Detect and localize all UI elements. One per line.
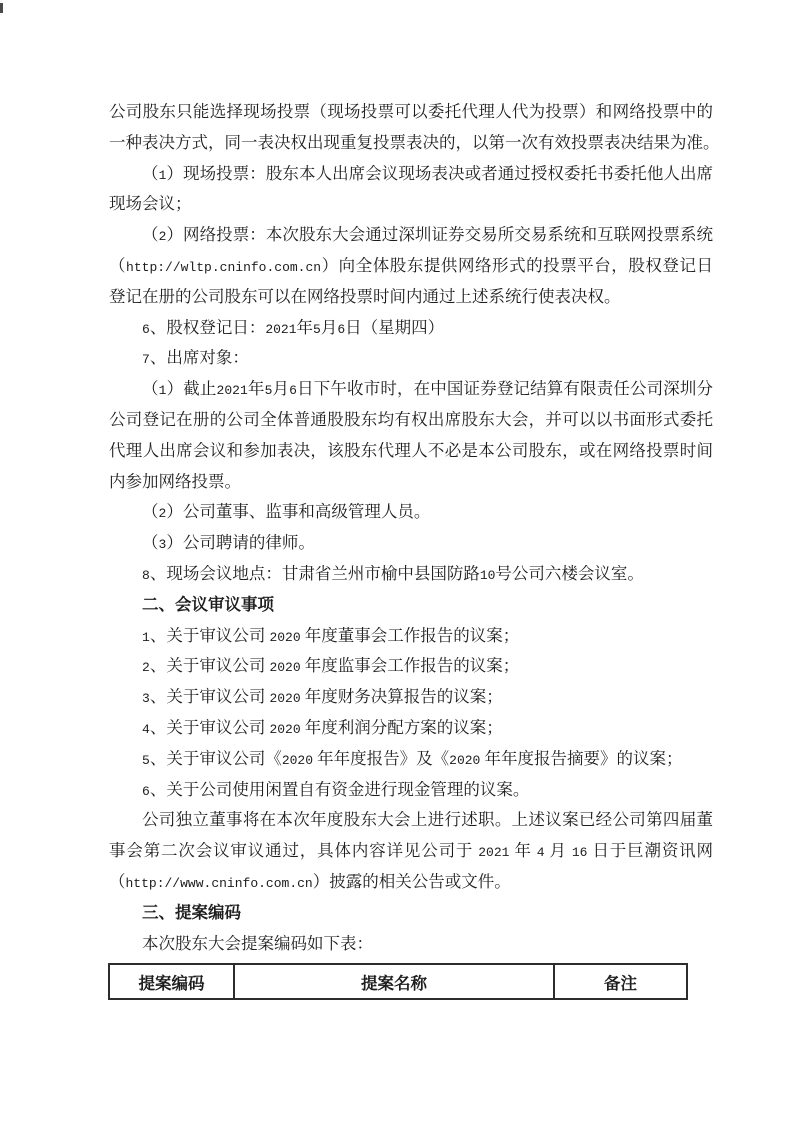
cjk-run: 事会第二次会议审议通过，具体内容详见公司于 bbox=[109, 841, 479, 861]
document-body bbox=[109, 97, 720, 959]
text-line bbox=[109, 128, 720, 159]
text-line bbox=[109, 97, 713, 128]
cjk-run: 三、提案编码 bbox=[142, 903, 241, 922]
latin-run: 1 bbox=[158, 383, 167, 399]
latin-run: 7 bbox=[142, 352, 150, 368]
cjk-run: ）向全体股东提供网络形式的投票平台，股权登记日 bbox=[321, 255, 714, 275]
scan-artifact bbox=[0, 3, 3, 13]
cjk-run: （ bbox=[142, 163, 159, 183]
cjk-run: 、关于审议公司 bbox=[149, 687, 270, 707]
cjk-run: 号公司六楼会议室。 bbox=[495, 563, 644, 583]
cjk-run: 年度董事会工作报告的议案； bbox=[300, 625, 520, 645]
cjk-run: 公司股东只能选择现场投票（现场投票可以委托代理人代为投票）和网络投票中的 bbox=[109, 102, 713, 121]
latin-run: 1 bbox=[158, 167, 167, 183]
latin-run: 2020 bbox=[449, 752, 481, 768]
latin-run: 2020 bbox=[269, 629, 301, 645]
cjk-run: （ bbox=[109, 255, 127, 275]
cjk-run: 年度监事会工作报告的议案； bbox=[300, 656, 520, 676]
latin-run: 8 bbox=[142, 567, 150, 583]
cjk-run: （ bbox=[142, 533, 159, 553]
cjk-run: ）披露的相关公告或文件。 bbox=[312, 871, 511, 891]
cjk-run: 一种表决方式，同一表决权出现重复投票表决的，以第一次有效投票表决结果为准。 bbox=[109, 132, 720, 152]
latin-run: 5 bbox=[142, 752, 150, 768]
text-line bbox=[109, 497, 713, 528]
cjk-run: 年 bbox=[247, 379, 265, 399]
text-line bbox=[109, 374, 713, 405]
cjk-run: ）网络投票：本次股东大会通过深圳证券交易所交易系统和互联网投票系统 bbox=[166, 225, 714, 245]
latin-run: 4 bbox=[142, 721, 150, 737]
section-heading bbox=[109, 898, 713, 929]
text-line bbox=[109, 189, 713, 220]
cjk-run: ）公司董事、监事和高级管理人员。 bbox=[166, 502, 431, 522]
latin-run: 4 bbox=[536, 845, 545, 861]
cjk-run: 月 bbox=[272, 379, 290, 399]
latin-run: 2 bbox=[142, 660, 150, 676]
latin-run: 6 bbox=[142, 783, 150, 799]
cjk-run: 日于巨潮资讯网 bbox=[587, 841, 714, 861]
cjk-run: 公司登记在册的公司全体普通股股东均有权出席股东大会，并可以以书面形式委托 bbox=[109, 409, 713, 429]
text-line bbox=[109, 559, 713, 590]
cjk-run: 年年度报告》及《 bbox=[313, 748, 450, 768]
latin-run: 2 bbox=[158, 229, 167, 245]
cjk-run: 年 bbox=[296, 317, 314, 337]
text-line bbox=[109, 251, 713, 282]
text-line bbox=[109, 282, 713, 313]
section-heading bbox=[109, 590, 713, 621]
text-line bbox=[109, 313, 713, 344]
cjk-run: （ bbox=[142, 379, 159, 399]
latin-run: 2021 bbox=[216, 383, 248, 399]
text-line bbox=[109, 621, 713, 652]
latin-run: 6 bbox=[337, 321, 346, 337]
latin-run: 2020 bbox=[269, 660, 301, 676]
text-line bbox=[109, 836, 713, 867]
col-header-proposal-code: 提案编码 bbox=[109, 964, 234, 999]
cjk-run: 、出席对象： bbox=[149, 348, 249, 368]
cjk-run: 日（星期四） bbox=[345, 317, 445, 337]
text-line bbox=[109, 467, 713, 498]
cjk-run: 日下午收市时，在中国证券登记结算有限责任公司深圳分 bbox=[296, 379, 714, 399]
col-header-proposal-name: 提案名称 bbox=[234, 964, 554, 999]
cjk-run: ）现场投票：股东本人出席会议现场表决或者通过授权委托书委托他人出席 bbox=[166, 163, 714, 183]
latin-run: 3 bbox=[158, 537, 167, 553]
cjk-run: 代理人出席会议和参加表决，该股东代理人不必是本公司股东，或在网络投票时间 bbox=[109, 440, 713, 460]
text-line bbox=[109, 405, 713, 436]
latin-run: 16 bbox=[571, 845, 588, 861]
latin-run: 10 bbox=[479, 567, 496, 583]
proposal-table bbox=[108, 963, 688, 1000]
latin-run: 2021 bbox=[478, 845, 510, 861]
text-line bbox=[109, 220, 713, 251]
cjk-run: 、关于审议公司 bbox=[149, 717, 270, 737]
cjk-run: 、关于审议公司《 bbox=[149, 748, 282, 768]
cjk-run: （ bbox=[142, 225, 159, 245]
cjk-run: 年度财务决算报告的议案； bbox=[300, 687, 503, 707]
latin-run: http://www.cninfo.com.cn bbox=[125, 875, 313, 891]
cjk-run: 内参加网络投票。 bbox=[109, 471, 241, 491]
cjk-run: 月 bbox=[544, 841, 572, 861]
text-line bbox=[109, 775, 713, 806]
cjk-run: 、股权登记日： bbox=[149, 317, 266, 337]
cjk-run: 年年度报告摘要》的议案； bbox=[480, 748, 683, 768]
text-line bbox=[109, 436, 713, 467]
cjk-run: 年度利润分配方案的议案； bbox=[300, 717, 503, 737]
text-line bbox=[109, 744, 713, 775]
latin-run: 5 bbox=[264, 383, 273, 399]
cjk-run: 本次股东大会提案编码如下表： bbox=[142, 933, 373, 953]
latin-run: 5 bbox=[313, 321, 321, 337]
text-line bbox=[109, 528, 713, 559]
cjk-run: 、现场会议地点：甘肃省兰州市榆中县国防路 bbox=[149, 563, 480, 583]
cjk-run: 登记在册的公司股东可以在网络投票时间内通过上述系统行使表决权。 bbox=[109, 286, 621, 306]
text-line bbox=[109, 805, 713, 836]
latin-run: 2020 bbox=[281, 752, 314, 768]
latin-run: 2021 bbox=[265, 321, 297, 337]
latin-run: 2 bbox=[158, 506, 167, 522]
text-line bbox=[109, 713, 713, 744]
latin-run: 2020 bbox=[269, 721, 301, 737]
latin-run: 6 bbox=[142, 321, 150, 337]
latin-run: 3 bbox=[142, 691, 150, 707]
proposal-table-header-row bbox=[109, 964, 687, 999]
cjk-run: ）截止 bbox=[166, 379, 217, 399]
text-line bbox=[109, 343, 713, 374]
cjk-run: 、关于审议公司 bbox=[149, 625, 270, 645]
cjk-run: 、关于公司使用闲置自有资金进行现金管理的议案。 bbox=[149, 779, 530, 799]
text-line bbox=[109, 159, 713, 190]
text-line bbox=[109, 682, 713, 713]
col-header-remark: 备注 bbox=[554, 964, 687, 999]
cjk-run: （ bbox=[109, 871, 126, 891]
latin-run: http://wltp.cninfo.com.cn bbox=[126, 259, 322, 275]
cjk-run: 月 bbox=[320, 317, 338, 337]
text-line bbox=[109, 929, 713, 960]
cjk-run: 年 bbox=[509, 841, 537, 861]
cjk-run: 、关于审议公司 bbox=[149, 656, 270, 676]
cjk-run: 现场会议； bbox=[109, 194, 192, 214]
text-line bbox=[109, 651, 713, 682]
cjk-run: 二、会议审议事项 bbox=[142, 595, 274, 614]
latin-run: 1 bbox=[142, 629, 150, 645]
cjk-run: 公司独立董事将在本次年度股东大会上进行述职。上述议案已经公司第四届董 bbox=[142, 810, 713, 830]
latin-run: 6 bbox=[289, 383, 297, 399]
latin-run: 2020 bbox=[269, 691, 301, 707]
text-line bbox=[109, 867, 713, 898]
cjk-run: （ bbox=[142, 502, 159, 522]
cjk-run: ）公司聘请的律师。 bbox=[166, 533, 315, 553]
